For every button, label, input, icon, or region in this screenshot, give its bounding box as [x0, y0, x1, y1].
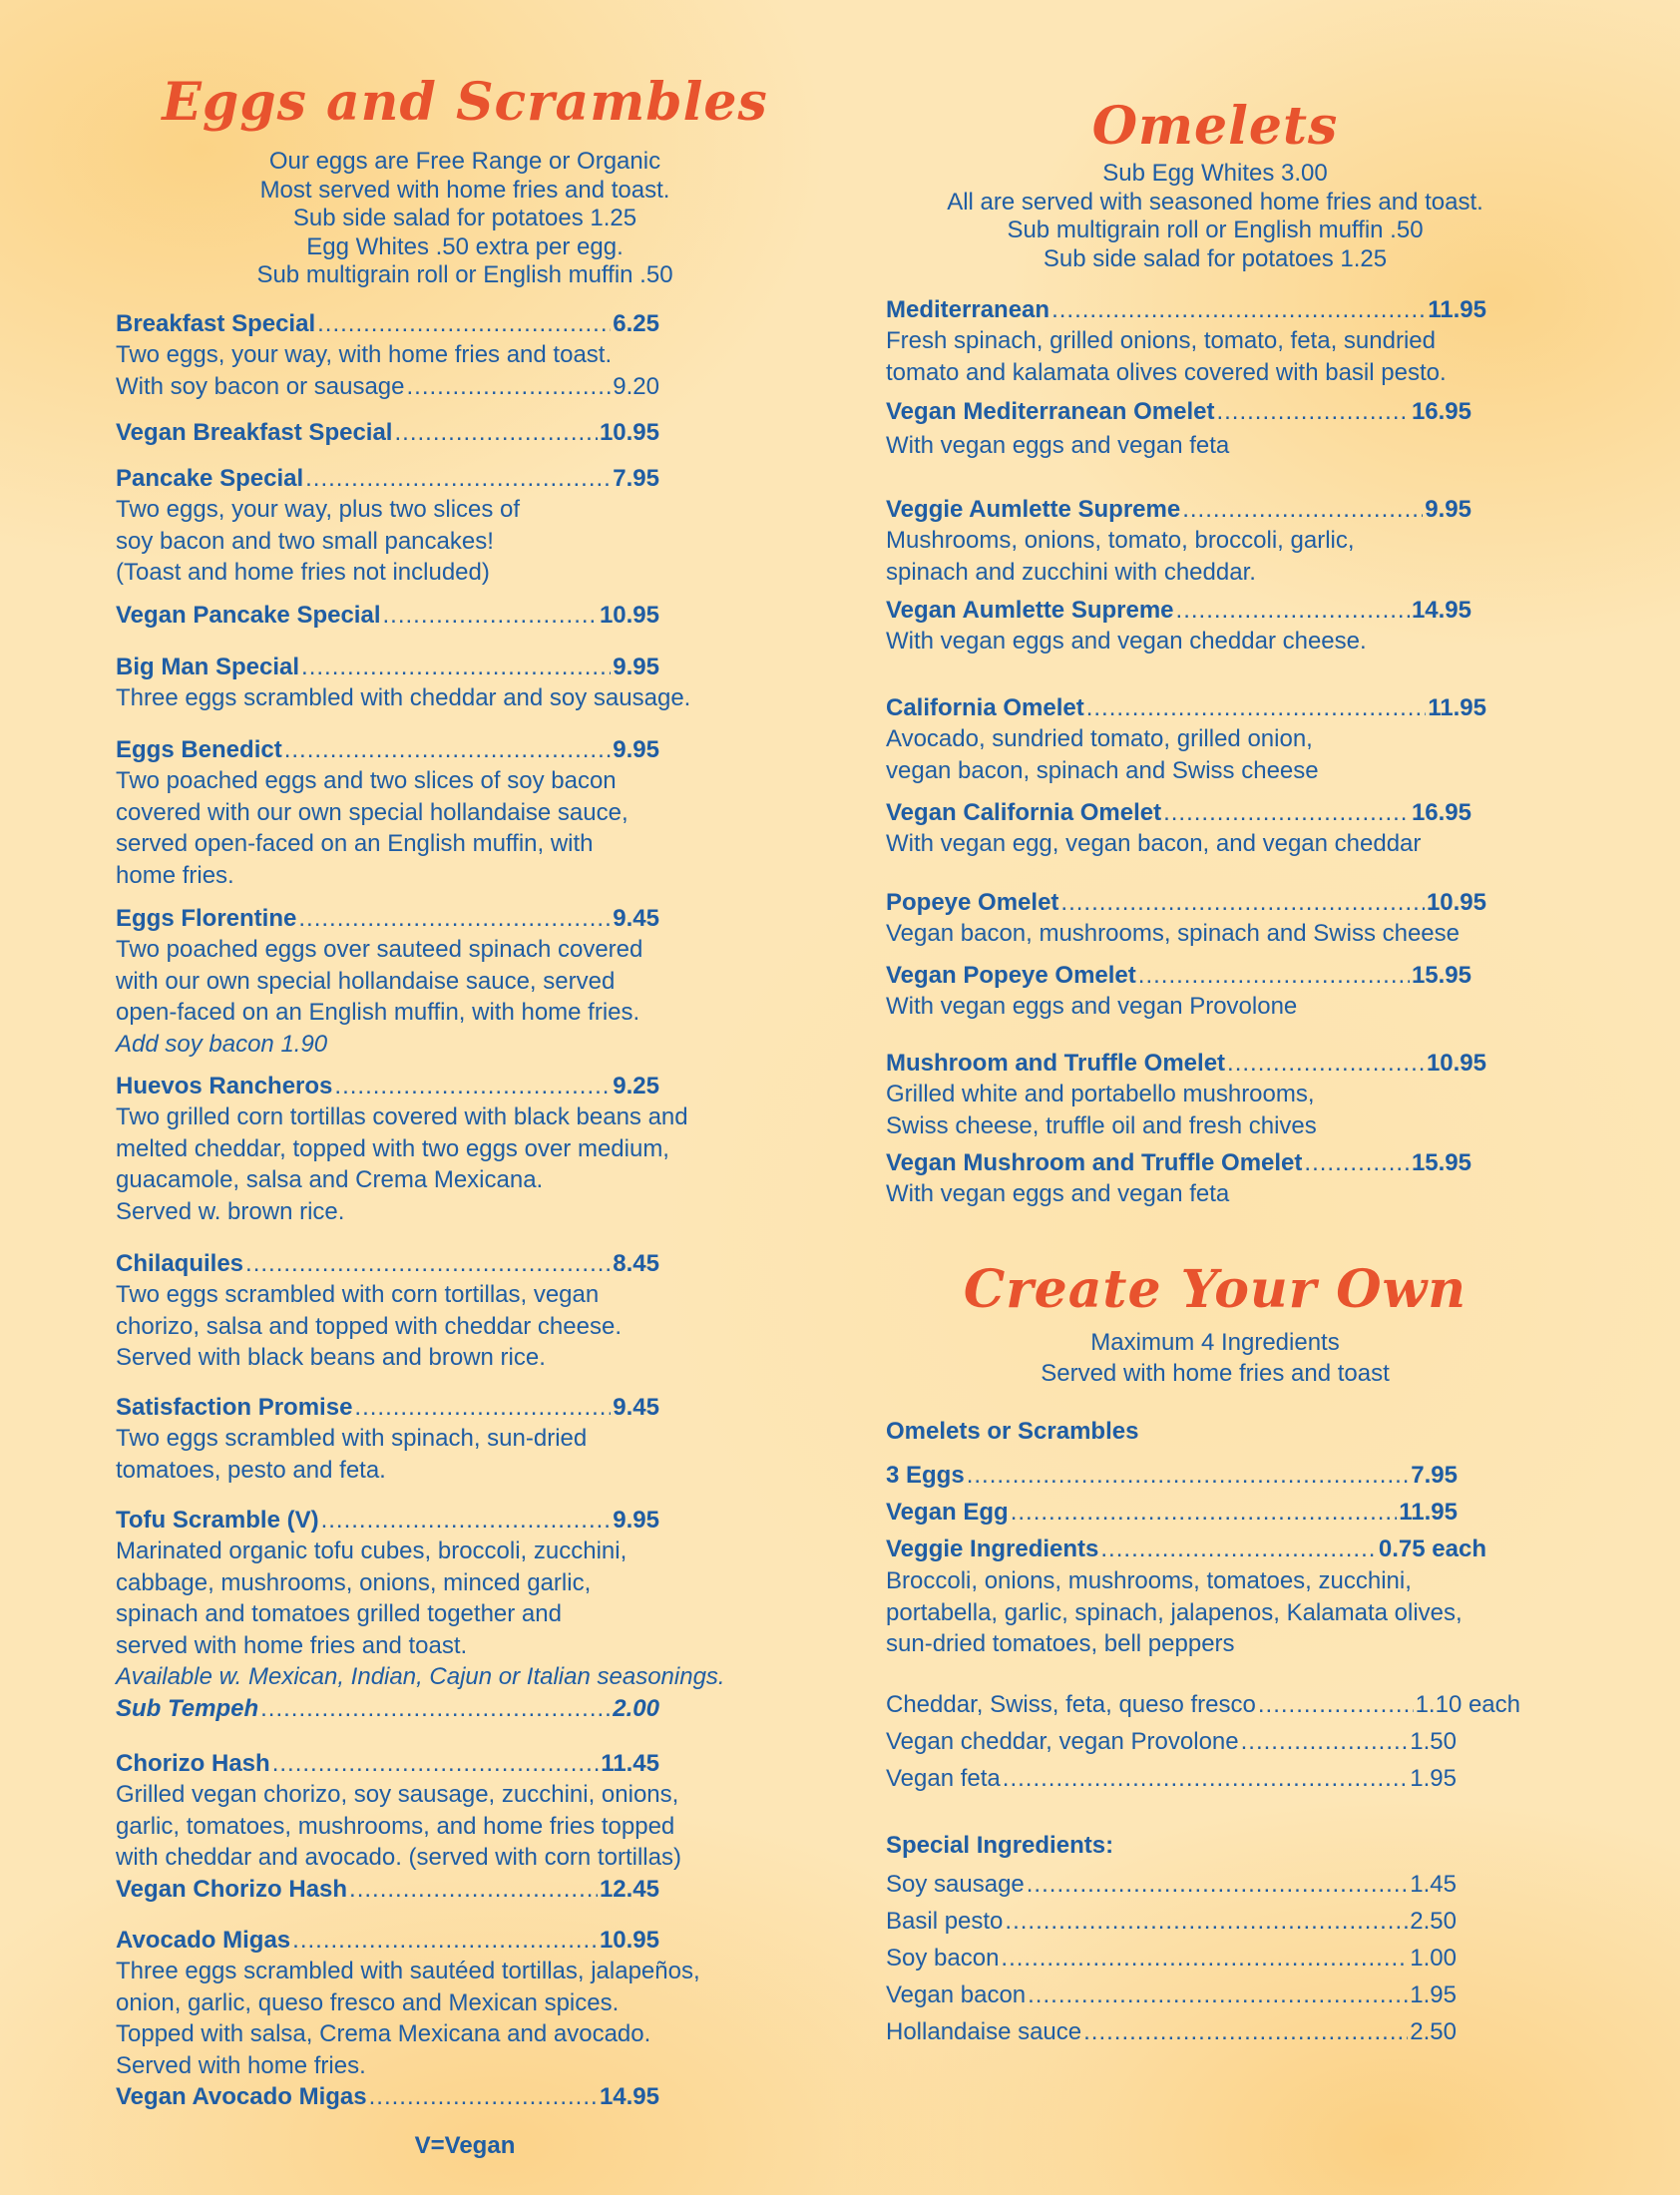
item-description: Avocado, sundried tomato, grilled onion,: [886, 725, 1313, 752]
item-name: Vegan cheddar, vegan Provolone: [886, 1728, 1239, 1755]
item-sub-price: 14.95: [599, 2083, 659, 2110]
item-name: Chorizo Hash: [116, 1750, 270, 1777]
item-description: With vegan eggs and vegan feta: [886, 1180, 1230, 1207]
item-price: 15.95: [1411, 962, 1471, 989]
menu-item-vegan-aumlette-supreme: [886, 595, 1544, 658]
intro-line: Sub multigrain roll or English muffin .50: [256, 261, 673, 288]
menu-item-veggie-aumlette-supreme: [886, 494, 1544, 588]
item-price: 15.95: [1411, 1149, 1471, 1176]
item-name: Vegan California Omelet: [886, 799, 1162, 826]
item-description: Two eggs, your way, plus two slices of: [116, 496, 521, 523]
intro-line: Our eggs are Free Range or Organic: [268, 148, 661, 175]
create-your-own-title: Create Your Own: [963, 1259, 1468, 1320]
item-note: Add soy bacon 1.90: [116, 1030, 328, 1058]
menu-item-satisfaction-promise: [116, 1392, 794, 1486]
item-name: Breakfast Special: [116, 310, 316, 337]
menu-item-mediterranean: [886, 294, 1544, 388]
intro-line: Sub side salad for potatoes 1.25: [1043, 244, 1388, 272]
cheese-options: [886, 1686, 1544, 1797]
item-name: Veggie Ingredients: [886, 1536, 1099, 1562]
item-description: Fresh spinach, grilled onions, tomato, feta, sundried: [886, 327, 1436, 354]
omelets-intro: [886, 160, 1544, 273]
item-sub-option: Sub Tempeh: [116, 1694, 259, 1722]
intro-line: All are served with seasoned home fries and toast.: [947, 188, 1483, 216]
item-description: Grilled white and portabello mushrooms,: [886, 1081, 1315, 1107]
item-description: Three eggs scrambled with cheddar and soy sausage.: [116, 684, 691, 711]
item-price: 9.95: [613, 1507, 659, 1534]
item-price: 11.95: [1399, 1499, 1458, 1526]
item-name: Mushroom and Truffle Omelet: [886, 1050, 1226, 1077]
intro-line: Sub side salad for potatoes 1.25: [292, 205, 637, 231]
special-ingredients-heading: Special Ingredients:: [886, 1832, 1114, 1859]
item-description: Served with black beans and brown rice.: [116, 1344, 546, 1371]
intro-line: Most served with home fries and toast.: [259, 176, 670, 204]
item-description: open-faced on an English muffin, with home fries.: [116, 999, 640, 1026]
item-price: 8.45: [613, 1250, 659, 1277]
item-description: guacamole, salsa and Crema Mexicana.: [116, 1166, 544, 1193]
item-description: served open-faced on an English muffin, with: [116, 830, 594, 857]
item-description: chorizo, salsa and topped with cheddar cheese.: [116, 1312, 622, 1340]
item-price: 16.95: [1411, 398, 1471, 425]
menu-item-eggs-florentine: [116, 903, 794, 1060]
create-your-own-intro: [886, 1327, 1544, 1389]
item-description: tomato and kalamata olives covered with basil pesto.: [886, 358, 1447, 386]
item-sub-option: Vegan Avocado Migas: [116, 2083, 367, 2110]
menu-item-vegan-breakfast-special: [116, 417, 659, 448]
item-price: 0.75 each: [1378, 1536, 1486, 1562]
menu-item-huevos-rancheros: [116, 1071, 814, 1227]
item-name: California Omelet: [886, 694, 1084, 721]
item-name: Chilaquiles: [116, 1250, 244, 1277]
item-name: Veggie Aumlette Supreme: [886, 496, 1181, 523]
item-name: Tofu Scramble (V): [116, 1507, 319, 1534]
item-name: Vegan bacon: [886, 1981, 1027, 2008]
item-description: served with home fries and toast.: [116, 1631, 468, 1659]
item-description: Marinated organic tofu cubes, broccoli, zucchini,: [116, 1537, 628, 1564]
item-description: spinach and tomatoes grilled together and: [116, 1600, 562, 1627]
item-description: Two grilled corn tortillas covered with black beans and: [116, 1103, 688, 1130]
menu-item-mushroom-truffle-omelet: [886, 1048, 1544, 1141]
item-name: Vegan Popeye Omelet: [886, 962, 1136, 989]
item-price: 10.95: [599, 602, 659, 629]
menu-item-avocado-migas: [116, 1925, 814, 2112]
item-price: 1.00: [1410, 1945, 1457, 1972]
item-note: Available w. Mexican, Indian, Cajun or Italian seasonings.: [116, 1663, 725, 1690]
item-description: with cheddar and avocado. (served with corn tortillas): [116, 1844, 681, 1871]
item-description: Two poached eggs and two slices of soy bacon: [116, 767, 617, 794]
item-description: Served with home fries.: [116, 2051, 366, 2079]
item-name: Vegan Mediterranean Omelet: [886, 398, 1215, 425]
item-price: 9.45: [613, 1394, 659, 1421]
item-description: spinach and zucchini with cheddar.: [886, 558, 1256, 586]
item-description: Vegan bacon, mushrooms, spinach and Swiss cheese: [886, 920, 1461, 947]
create-base-options: [886, 1457, 1544, 1567]
item-description: covered with our own special hollandaise sauce,: [116, 798, 629, 826]
item-name: Soy bacon: [886, 1945, 1000, 1972]
item-description: (Toast and home fries not included): [116, 559, 490, 586]
item-price: 16.95: [1411, 799, 1471, 826]
item-description: With vegan eggs and vegan cheddar cheese.: [886, 628, 1367, 655]
omelets-or-scrambles-heading: Omelets or Scrambles: [886, 1418, 1139, 1445]
item-description: garlic, tomatoes, mushrooms, and home fries topped: [116, 1812, 675, 1840]
item-sub-price: 9.20: [613, 372, 659, 400]
item-sub-price: 12.45: [599, 1875, 659, 1903]
item-name: Vegan Mushroom and Truffle Omelet: [886, 1149, 1303, 1176]
item-name: Avocado Migas: [116, 1927, 291, 1954]
item-description: melted cheddar, topped with two eggs over medium,: [116, 1134, 669, 1162]
menu-item-vegan-pancake-special: [116, 600, 659, 631]
item-description: With vegan eggs and vegan feta: [886, 432, 1230, 459]
item-price: 6.25: [613, 310, 659, 337]
item-description: Topped with salsa, Crema Mexicana and avocado.: [116, 2020, 651, 2047]
item-description: Mushrooms, onions, tomato, broccoli, garlic,: [886, 527, 1355, 554]
eggs-intro: [116, 148, 814, 290]
intro-line: Served with home fries and toast: [1041, 1360, 1390, 1387]
item-description: Two eggs scrambled with corn tortillas, vegan: [116, 1281, 600, 1308]
menu-item-eggs-benedict: [116, 734, 794, 891]
menu-item-vegan-popeye-omelet: [886, 960, 1544, 1023]
veggie-ingredients-list: [886, 1565, 1564, 1660]
menu-item-california-omelet: [886, 692, 1544, 786]
omelets-title: Omelets: [1091, 96, 1339, 157]
item-price: 1.10 each: [1415, 1691, 1520, 1718]
menu-item-vegan-california-omelet: [886, 797, 1544, 860]
item-description: Served w. brown rice.: [116, 1197, 345, 1225]
menu-item-vegan-mushroom-truffle-omelet: [886, 1147, 1544, 1210]
item-description: cabbage, mushrooms, onions, minced garlic,: [116, 1568, 592, 1596]
item-name: Eggs Florentine: [116, 905, 297, 932]
item-sub-option: With soy bacon or sausage: [116, 372, 405, 400]
item-name: Big Man Special: [116, 654, 300, 680]
item-price: 11.45: [601, 1750, 659, 1777]
item-description: home fries.: [116, 861, 234, 889]
item-name: Vegan Aumlette Supreme: [886, 597, 1174, 624]
item-name: Pancake Special: [116, 465, 304, 492]
intro-line: Maximum 4 Ingredients: [1090, 1329, 1340, 1356]
item-price: 1.50: [1410, 1728, 1457, 1755]
menu-item-pancake-special: [116, 463, 659, 589]
item-description: With vegan eggs and vegan Provolone: [886, 993, 1298, 1020]
intro-line: Sub multigrain roll or English muffin .50: [1007, 217, 1424, 243]
item-price: 7.95: [613, 465, 659, 492]
item-name: Vegan feta: [886, 1765, 1001, 1792]
item-price: 10.95: [1426, 1050, 1486, 1077]
item-price: 7.95: [1411, 1462, 1458, 1489]
item-description: Two eggs, your way, with home fries and toast.: [116, 341, 613, 368]
intro-line: Egg Whites .50 extra per egg.: [306, 232, 624, 260]
item-name: 3 Eggs: [886, 1462, 965, 1489]
item-price: 10.95: [599, 419, 659, 446]
item-description: With vegan egg, vegan bacon, and vegan cheddar: [886, 830, 1422, 857]
eggs-and-scrambles-title: Eggs and Scrambles: [162, 72, 768, 133]
intro-line: Sub Egg Whites 3.00: [1102, 160, 1328, 187]
item-description: sun-dried tomatoes, bell peppers: [886, 1630, 1235, 1657]
item-price: 1.95: [1410, 1981, 1457, 2008]
item-description: tomatoes, pesto and feta.: [116, 1456, 386, 1484]
item-price: 9.45: [613, 905, 659, 932]
item-name: Eggs Benedict: [116, 736, 282, 763]
item-price: 9.25: [613, 1073, 659, 1099]
item-description: Broccoli, onions, mushrooms, tomatoes, zucchini,: [886, 1567, 1412, 1594]
item-sub-price: 2.00: [613, 1694, 659, 1722]
item-name: Mediterranean: [886, 296, 1050, 323]
item-price: 9.95: [1425, 496, 1471, 523]
item-price: 2.50: [1410, 1908, 1457, 1935]
item-description: vegan bacon, spinach and Swiss cheese: [886, 756, 1319, 784]
item-name: Basil pesto: [886, 1908, 1004, 1935]
item-description: soy bacon and two small pancakes!: [116, 527, 494, 555]
item-name: Soy sausage: [886, 1871, 1025, 1898]
item-price: 9.95: [613, 654, 659, 680]
item-description: Two eggs scrambled with spinach, sun-dried: [116, 1425, 588, 1452]
item-price: 14.95: [1411, 597, 1471, 624]
item-description: portabella, garlic, spinach, jalapenos, Kalamata olives,: [886, 1598, 1463, 1626]
menu-item-tofu-scramble: [116, 1505, 814, 1724]
item-price: 2.50: [1410, 2018, 1457, 2045]
item-description: Two poached eggs over sauteed spinach covered: [116, 936, 643, 963]
item-price: 11.95: [1428, 694, 1486, 721]
item-name: Huevos Rancheros: [116, 1073, 333, 1099]
menu-item-popeye-omelet: [886, 887, 1544, 950]
item-name: Popeye Omelet: [886, 889, 1059, 916]
item-description: with our own special hollandaise sauce, served: [116, 967, 616, 995]
item-description: Swiss cheese, truffle oil and fresh chives: [886, 1111, 1317, 1139]
item-name: Vegan Egg: [886, 1499, 1009, 1526]
item-name: Vegan Breakfast Special: [116, 419, 393, 446]
item-description: Grilled vegan chorizo, soy sausage, zucchini, onions,: [116, 1781, 679, 1808]
menu-item-chilaquiles: [116, 1248, 794, 1374]
item-price: 1.45: [1410, 1871, 1457, 1898]
menu-item-big-man-special: [116, 652, 794, 714]
item-name: Hollandaise sauce: [886, 2018, 1082, 2045]
item-price: 9.95: [613, 736, 659, 763]
item-sub-option: Vegan Chorizo Hash: [116, 1875, 348, 1903]
item-description: Three eggs scrambled with sautéed tortillas, jalapeños,: [116, 1958, 700, 1984]
menu-item-chorizo-hash: [116, 1748, 814, 1905]
item-name: Vegan Pancake Special: [116, 602, 381, 629]
item-name: Cheddar, Swiss, feta, queso fresco: [886, 1691, 1256, 1718]
item-price: 10.95: [599, 1927, 659, 1954]
item-name: Satisfaction Promise: [116, 1394, 353, 1421]
menu-item-breakfast-special: [116, 308, 659, 402]
item-description: onion, garlic, queso fresco and Mexican spices.: [116, 1988, 620, 2016]
vegan-legend: V=Vegan: [414, 2132, 516, 2159]
item-price: 11.95: [1428, 296, 1486, 323]
item-price: 1.95: [1410, 1765, 1457, 1792]
menu-item-vegan-mediterranean-omelet: [886, 396, 1544, 462]
special-ingredients-list: [886, 1866, 1544, 2050]
item-price: 10.95: [1426, 889, 1486, 916]
